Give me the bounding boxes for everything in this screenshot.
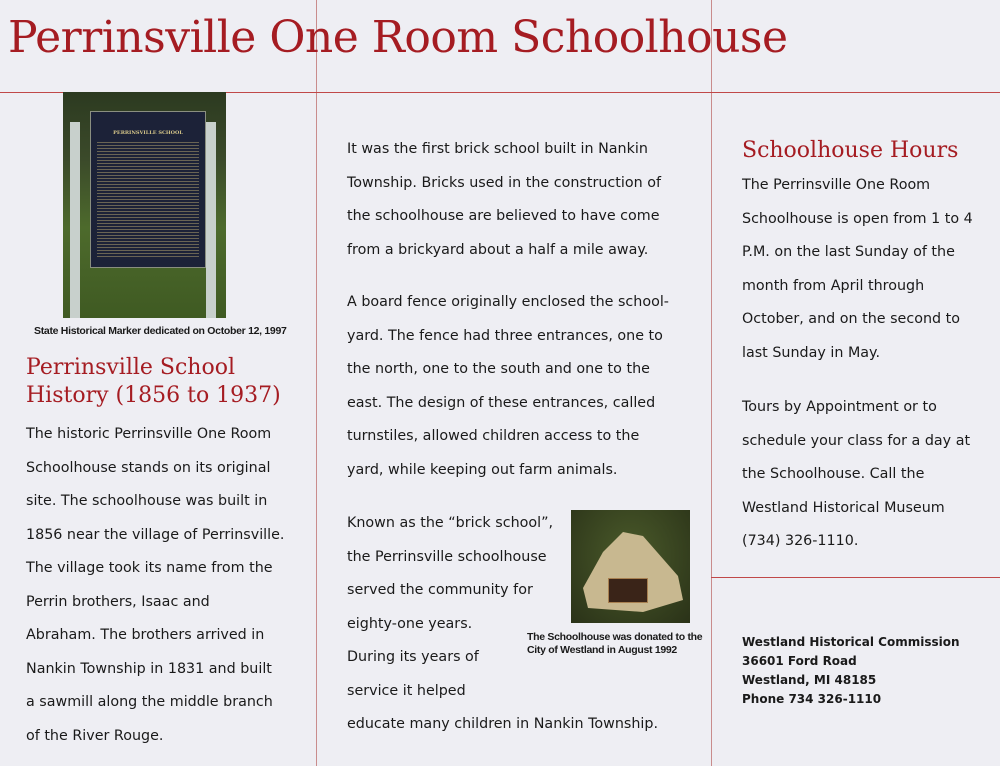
text-line: The historic Perrinsville One Room [26, 426, 272, 442]
text-line: Abraham. The brothers arrived in [26, 627, 265, 643]
marker-post-right [206, 122, 216, 318]
history-heading-line2: History (1856 to 1937) [26, 383, 281, 408]
memorial-rock-photo [571, 510, 690, 623]
text-line: eighty-one years. [347, 615, 473, 632]
address-block [742, 633, 960, 709]
text-line: a sawmill along the middle branch [26, 694, 273, 710]
address-line: Westland, MI 48185 [742, 673, 877, 687]
page-title: Perrinsville One Room Schoolhouse [8, 12, 788, 63]
history-heading-line1: Perrinsville School [26, 355, 235, 380]
caption-line: City of Westland in August 1992 [527, 644, 677, 656]
text-line: Schoolhouse is open from 1 to 4 [742, 210, 973, 227]
address-line: 36601 Ford Road [742, 654, 857, 668]
address-line: Westland Historical Commission [742, 635, 960, 649]
text-line: the Perrinsville schoolhouse [347, 548, 547, 565]
text-line: service it helped [347, 682, 466, 699]
fold-line-left [316, 0, 317, 766]
text-line: During its years of [347, 649, 479, 665]
fence-paragraph [347, 286, 669, 487]
text-line: October, and on the second to [742, 311, 960, 327]
marker-post-left [70, 122, 80, 318]
text-line: the north, one to the south and one to the [347, 361, 650, 377]
text-line: The Perrinsville One Room [742, 177, 931, 193]
historical-marker-photo [63, 92, 226, 318]
text-line: (734) 326-1110. [742, 533, 859, 549]
text-line: P.M. on the last Sunday of the [742, 244, 955, 260]
text-line: Schoolhouse stands on its original [26, 459, 271, 476]
text-line: Perrin brothers, Isaac and [26, 593, 210, 610]
text-line: site. The schoolhouse was built in [26, 493, 268, 509]
hours-heading: Schoolhouse Hours [742, 138, 959, 163]
fold-line-right [711, 0, 712, 766]
text-line: served the community for [347, 582, 533, 598]
text-line: last Sunday in May. [742, 344, 881, 361]
hours-paragraph [742, 169, 973, 370]
address-rule [711, 577, 1000, 578]
rock-caption [527, 631, 702, 657]
text-line: yard. The fence had three entrances, one to [347, 327, 663, 344]
text-line: of the River Rouge. [26, 727, 164, 744]
memorial-plaque [608, 578, 648, 603]
text-line: 1856 near the village of Perrinsville. [26, 526, 285, 543]
text-line: Township. Bricks used in the construction of [347, 174, 661, 191]
text-line: schedule your class for a day at [742, 432, 971, 449]
text-line: the schoolhouse are believed to have come [347, 208, 660, 224]
text-line: Nankin Township in 1831 and built [26, 660, 272, 677]
tours-paragraph [742, 391, 970, 559]
text-line: from a brickyard about a half a mile away. [347, 241, 649, 258]
marker-caption: State Historical Marker dedicated on October 12, 1997 [34, 325, 287, 337]
marker-sign [90, 111, 206, 268]
caption-line: The Schoolhouse was donated to the [527, 631, 703, 643]
text-line: It was the first brick school built in Nankin [347, 141, 648, 157]
text-line: month from April through [742, 277, 925, 294]
history-paragraph [26, 418, 284, 753]
text-line: east. The design of these entrances, called [347, 394, 656, 411]
marker-sign-text [97, 140, 199, 258]
text-line: Tours by Appointment or to [742, 399, 937, 415]
text-line: Known as the “brick school”, [347, 515, 554, 531]
text-line: The village took its name from the [26, 560, 273, 576]
text-line: turnstiles, allowed children access to the [347, 428, 640, 444]
text-line: educate many children in Nankin Township. [347, 716, 659, 732]
text-line: Westland Historical Museum [742, 499, 945, 516]
brick-school-paragraph [347, 133, 661, 267]
marker-sign-title: PERRINSVILLE SCHOOL [113, 130, 183, 136]
address-line: Phone 734 326-1110 [742, 692, 882, 706]
text-line: the Schoolhouse. Call the [742, 466, 925, 482]
text-line: yard, while keeping out farm animals. [347, 461, 618, 478]
text-line: A board fence originally enclosed the school- [347, 294, 669, 310]
